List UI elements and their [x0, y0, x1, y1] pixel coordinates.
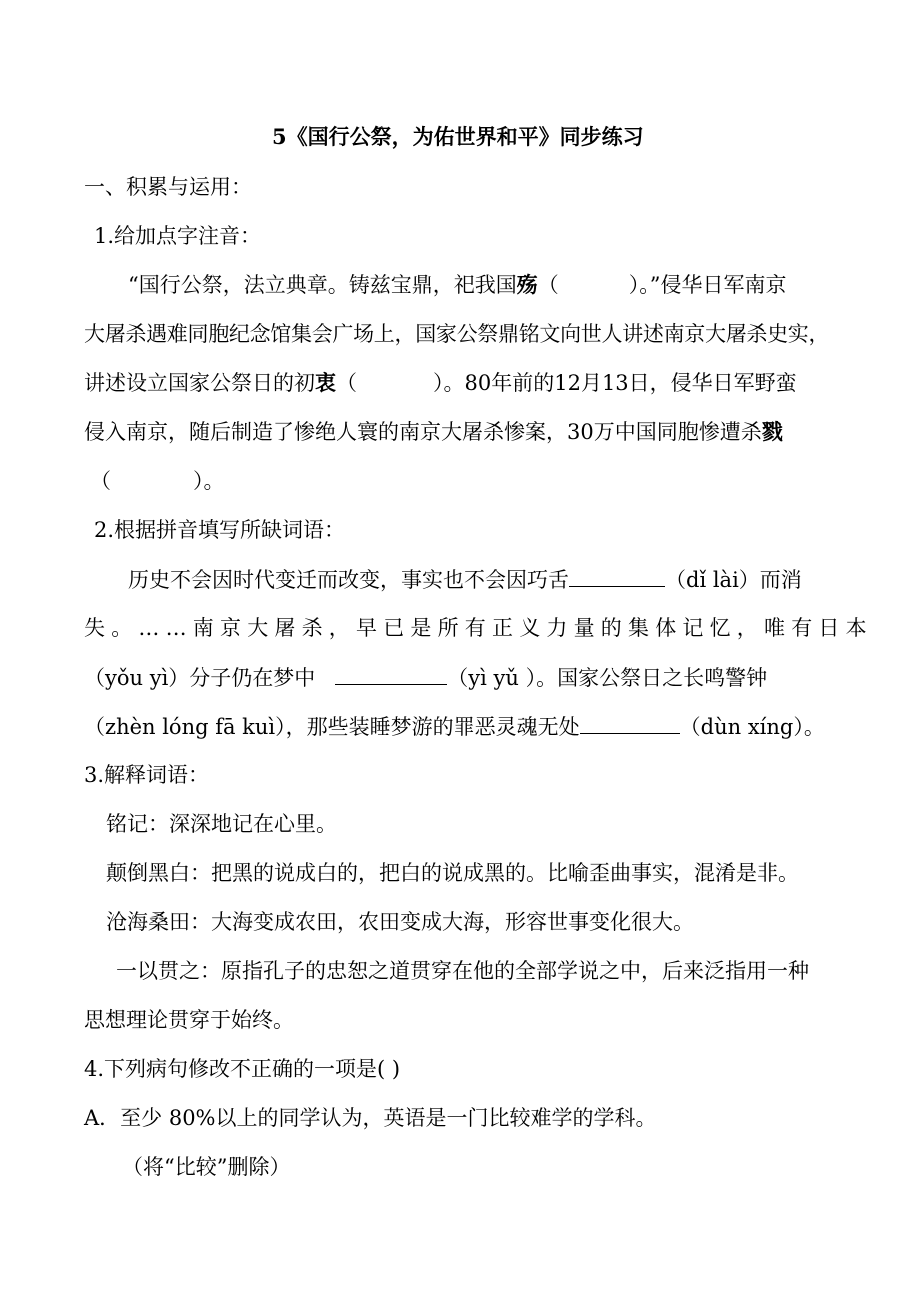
q4-option-a[interactable]: A．至少 80%以上的同学认为，英语是一门比较难学的学科。 [84, 1106, 657, 1130]
q2-pinyin-3: （yì yǔ ）。国家公祭日之长鸣警钟 [447, 666, 768, 690]
q2-fill-blank-1[interactable] [569, 564, 665, 587]
q1-line-1 [128, 270, 786, 300]
q1-blank-3-open: （ [90, 469, 111, 493]
q3-item-1: 铭记：深深地记在心里。 [106, 812, 337, 836]
q1-dotted-char-2: 衷 [315, 370, 336, 395]
q2-fill-blank-3[interactable] [580, 711, 680, 734]
q1-line-3 [84, 368, 797, 398]
q2-line-2: 失。……南京大屠杀，早已是所有正义力量的集体记忆，唯有日本 [84, 616, 873, 640]
q3-heading: 3.解释词语： [84, 763, 210, 787]
q4-heading: 4.下列病句修改不正确的一项是( ) [84, 1057, 401, 1081]
q2-heading: 2.根据拼音填写所缺词语： [94, 518, 346, 542]
q1-line-5 [90, 466, 225, 496]
q1-line-1-text: “国行公祭，法立典章。铸兹宝鼎，祀我国 [128, 273, 517, 297]
q2-line-4 [84, 711, 825, 742]
q1-line-4 [84, 417, 783, 447]
q2-fill-blank-2[interactable] [335, 662, 447, 685]
q2-pinyin-5: （dùn xíng）。 [679, 715, 825, 739]
q1-line-1-tail: ）。”侵华日军南京 [628, 273, 787, 297]
q1-line-4-text: 侵入南京，随后制造了惨绝人寰的南京大屠杀惨案，30万中国同胞惨遭杀 [84, 420, 762, 444]
section-heading-1: 一、积累与运用： [84, 175, 252, 199]
q3-item-3: 沧海桑田：大海变成农田，农田变成大海，形容世事变化很大。 [106, 910, 694, 934]
q2-line-3 [84, 662, 767, 693]
q3-item-4-line-2: 思想理论贯穿于始终。 [84, 1008, 294, 1032]
q2-pinyin-1: （dǐ lài）而消 [665, 568, 802, 592]
q2-pinyin-2: （yǒu yì）分子仍在梦中 [84, 666, 316, 690]
q2-line-1 [128, 564, 802, 595]
q1-dotted-char-1: 殇 [516, 272, 538, 297]
q3-item-2: 颠倒黑白：把黑的说成白的，把白的说成黑的。比喻歪曲事实，混淆是非。 [106, 861, 799, 885]
q1-blank-1-open: （ [537, 273, 559, 297]
q2-line-1-text: 历史不会因时代变迁而改变，事实也不会因巧舌 [128, 568, 569, 592]
q1-line-3-text: 讲述设立国家公祭日的初 [84, 371, 315, 395]
q1-blank-2-open: （ [336, 371, 357, 395]
q2-pinyin-4: （zhèn lóng fā kuì），那些装睡梦游的罪恶灵魂无处 [84, 715, 580, 739]
q1-line-3-tail: ）。80年前的12月13日，侵华日军野蛮 [433, 371, 797, 395]
q1-line-2: 大屠杀遇难同胞纪念馆集会广场上，国家公祭鼎铭文向世人讲述南京大屠杀史实， [84, 322, 830, 346]
q1-heading: 1.给加点字注音： [94, 224, 262, 248]
q4-option-a-fix: （将“比较”删除） [122, 1155, 291, 1179]
q1-line-5-tail: ）。 [193, 469, 225, 493]
page-title: 5《国行公祭，为佑世界和平》同步练习 [272, 124, 644, 149]
q3-item-4-line-1: 一以贯之：原指孔子的忠恕之道贯穿在他的全部学说之中，后来泛指用一种 [116, 959, 809, 983]
q1-dotted-char-3: 戮 [761, 419, 783, 444]
